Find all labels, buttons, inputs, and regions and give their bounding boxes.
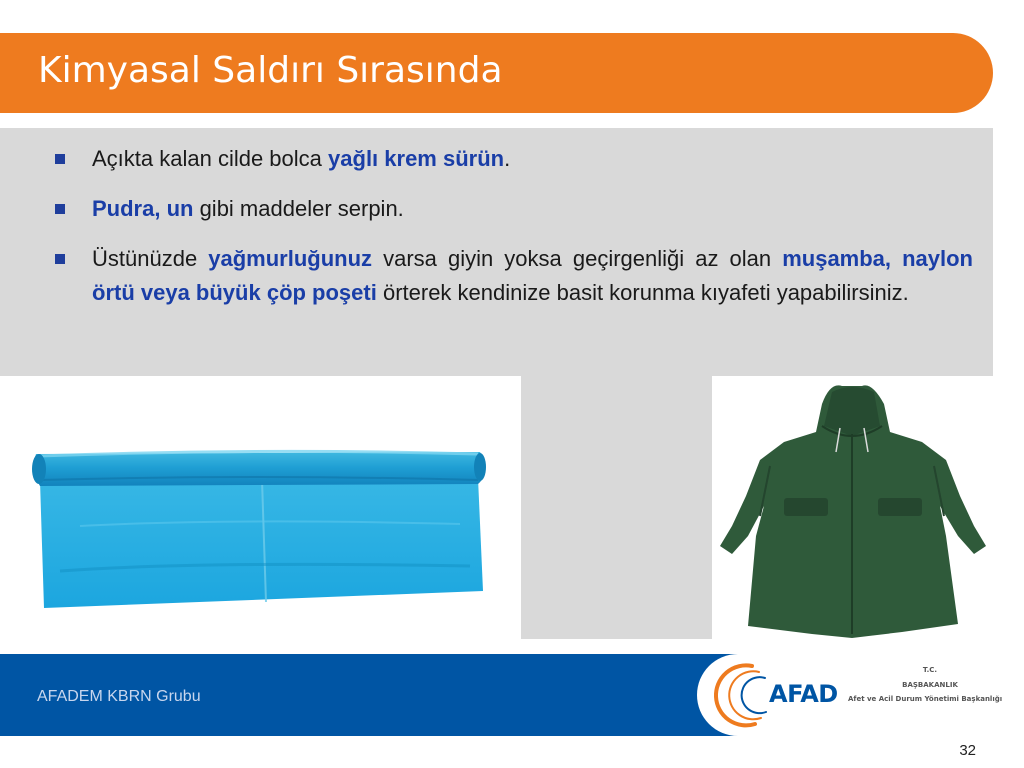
- afad-logo-text: AFAD: [769, 680, 838, 708]
- bullet-1-highlight: yağlı krem sürün: [328, 146, 505, 171]
- bullet-item-1: [55, 142, 973, 176]
- bullet-2-text: gibi maddeler serpin.: [193, 196, 404, 221]
- plastic-bag-roll-image: [0, 376, 521, 639]
- logo-tc: T.C.: [922, 666, 938, 674]
- square-bullet-icon: [55, 154, 65, 164]
- logo-agency-name: Afet ve Acil Durum Yönetimi Başkanlığı: [848, 695, 1003, 703]
- bullet-3-highlight-a: yağmurluğunuz: [208, 246, 373, 271]
- bullet-3-highlight-b: muşamba, naylon örtü veya büyük çöp poşeti: [92, 246, 973, 305]
- bullet-3-text-a: Üstünüzde: [92, 246, 209, 271]
- square-bullet-icon: [55, 204, 65, 214]
- title-bar: [0, 33, 993, 113]
- logo-basbakanlik: BAŞBAKANLIK: [902, 681, 958, 689]
- bullet-1-text-a: Açıkta kalan cilde bolca: [92, 146, 329, 171]
- bullet-1-text-b: .: [504, 146, 511, 171]
- page-number: 32: [959, 742, 976, 759]
- slide-title: Kimyasal Saldırı Sırasında: [38, 50, 503, 91]
- bullet-list: [55, 142, 973, 326]
- raincoat-image: [712, 376, 993, 639]
- bullet-item-3: [55, 242, 973, 310]
- square-bullet-icon: [55, 254, 65, 264]
- bullet-2-highlight: Pudra, un: [92, 196, 194, 221]
- bullet-3-text-b: varsa giyin yoksa geçirgenliği az olan: [372, 246, 783, 271]
- plastic-bag-roll-icon: [0, 376, 521, 639]
- raincoat-icon: [712, 376, 993, 639]
- bullet-item-2: [55, 192, 973, 226]
- footer-label: AFADEM KBRN Grubu: [37, 688, 201, 705]
- bullet-3-text-c: örterek kendinize basit korunma kıyafeti yapabilirsiniz.: [376, 280, 909, 305]
